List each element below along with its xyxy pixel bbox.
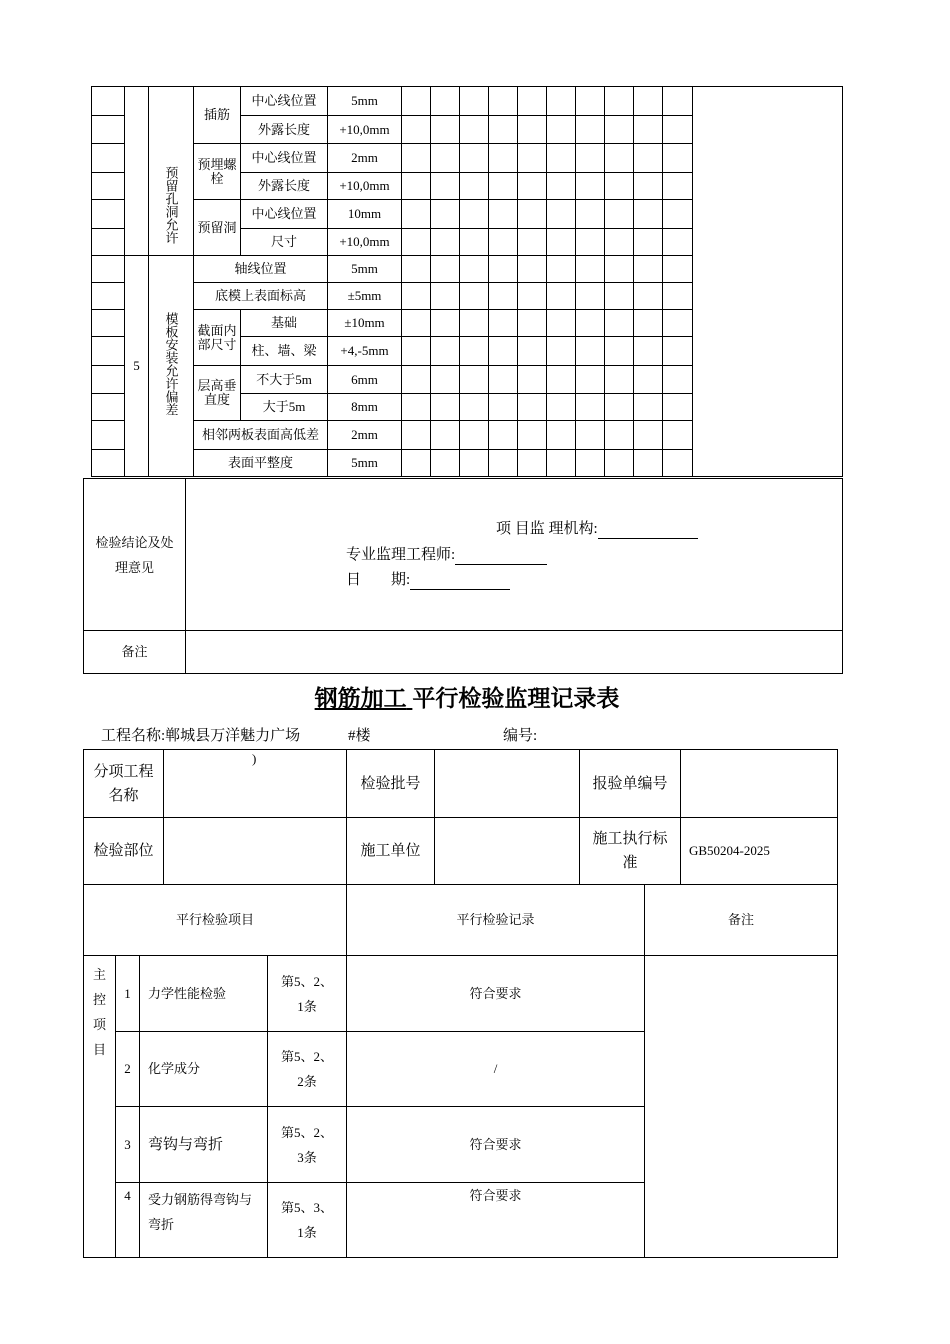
group-chajin: 插筋 xyxy=(194,87,241,144)
item-no: 2 xyxy=(116,1032,140,1107)
building-no: #楼 xyxy=(348,728,371,744)
project-name: 工程名称:郸城县万洋魅力广场 xyxy=(101,728,301,744)
item-record: 符合要求 xyxy=(347,1183,645,1258)
tolerance-cell: +4,-5mm xyxy=(328,337,402,366)
tolerance-cell: 5mm xyxy=(328,87,402,116)
engineer-label: 专业监理工程师: xyxy=(346,547,456,563)
batch-value xyxy=(435,750,580,818)
tolerance-cell: 2mm xyxy=(328,144,402,173)
group-jiemian: 截面内部尺寸 xyxy=(194,310,241,366)
item-record: 符合要求 xyxy=(347,1107,645,1183)
item-record: / xyxy=(347,1032,645,1107)
tolerance-cell: +10,0mm xyxy=(328,229,402,256)
tolerance-cell: ±5mm xyxy=(328,283,402,310)
main-control-label: 主控项目 xyxy=(84,956,116,1258)
item-clause: 第5、2、2条 xyxy=(268,1032,347,1107)
location-label: 检验部位 xyxy=(84,818,164,885)
standard-label: 施工执行标准 xyxy=(580,818,681,885)
item-cell: 大于5m xyxy=(241,394,328,421)
item-cell: 尺寸 xyxy=(241,229,328,256)
supervision-org-label: 项 目监 理机构: xyxy=(496,521,598,537)
tolerance-cell: ±10mm xyxy=(328,310,402,337)
supervision-org-blank xyxy=(598,520,698,539)
group-luoshuan: 预埋螺栓 xyxy=(194,144,241,200)
group-cenggao: 层高垂直度 xyxy=(194,366,241,421)
section5-label: 模板安装允许偏差 xyxy=(163,311,179,416)
report-value xyxy=(681,750,838,818)
item-clause: 第5、3、1条 xyxy=(268,1183,347,1258)
date-label: 日 期: xyxy=(346,572,411,588)
constructor-label: 施工单位 xyxy=(347,818,435,885)
constructor-value xyxy=(435,818,580,885)
item-no: 3 xyxy=(116,1107,140,1183)
location-value xyxy=(164,818,347,885)
inspection-table xyxy=(83,884,838,1258)
item-cell: 底模上表面标高 xyxy=(194,283,328,310)
item-name: 化学成分 xyxy=(140,1032,268,1107)
date-blank xyxy=(410,571,510,590)
batch-label: 检验批号 xyxy=(347,750,435,818)
item-clause: 第5、2、1条 xyxy=(268,956,347,1032)
item-no: 1 xyxy=(116,956,140,1032)
item-cell: 中心线位置 xyxy=(241,200,328,229)
tolerance-cell: 10mm xyxy=(328,200,402,229)
item-name: 力学性能检验 xyxy=(140,956,268,1032)
item-cell: 外露长度 xyxy=(241,116,328,144)
item-cell: 中心线位置 xyxy=(241,87,328,116)
item-cell: 不大于5m xyxy=(241,366,328,394)
paren-mark: ) xyxy=(252,751,257,766)
tolerance-cell: 6mm xyxy=(328,366,402,394)
col-items-header: 平行检验项目 xyxy=(84,885,347,956)
form-title-underlined: 钢筋加工 xyxy=(314,686,407,711)
remark-cell xyxy=(645,956,838,1258)
col-remark-header: 备注 xyxy=(645,885,838,956)
tolerance-cell: 2mm xyxy=(328,421,402,450)
tolerance-cell: +10,0mm xyxy=(328,173,402,200)
group-dong: 预留洞 xyxy=(194,200,241,256)
sub-project-value xyxy=(164,750,347,818)
engineer-blank xyxy=(455,546,547,565)
tolerance-cell: 5mm xyxy=(328,450,402,477)
item-cell: 相邻两板表面高低差 xyxy=(194,421,328,450)
item-name: 受力钢筋得弯钩与弯折 xyxy=(140,1183,268,1258)
form-header-table xyxy=(83,749,838,885)
form-title xyxy=(0,684,934,714)
item-cell: 表面平整度 xyxy=(194,450,328,477)
report-label: 报验单编号 xyxy=(580,750,681,818)
item-cell: 柱、墙、梁 xyxy=(241,337,328,366)
tolerance-cell: +10,0mm xyxy=(328,116,402,144)
sub-project-label: 分项工程名称 xyxy=(84,750,164,818)
item-record: 符合要求 xyxy=(347,956,645,1032)
number-label: 编号: xyxy=(503,728,538,744)
col-records-header: 平行检验记录 xyxy=(347,885,645,956)
tolerance-table xyxy=(91,86,843,477)
tolerance-cell: 8mm xyxy=(328,394,402,421)
item-name: 弯钩与弯折 xyxy=(140,1107,268,1183)
conclusion-label: 检验结论及处理意见 xyxy=(84,479,186,631)
form-title-rest: 平行检验监理记录表 xyxy=(412,686,620,711)
item-clause: 第5、2、3条 xyxy=(268,1107,347,1183)
item-cell: 轴线位置 xyxy=(194,256,328,283)
conclusion-table xyxy=(83,478,843,674)
item-no: 4 xyxy=(116,1183,140,1258)
section5-number: 5 xyxy=(125,256,149,477)
standard-value: GB50204-2025 xyxy=(681,818,838,885)
item-cell: 基础 xyxy=(241,310,328,337)
item-cell: 外露长度 xyxy=(241,173,328,200)
item-cell: 中心线位置 xyxy=(241,144,328,173)
section4-label: 预留孔洞允许 xyxy=(163,166,179,244)
tolerance-cell: 5mm xyxy=(328,256,402,283)
remark-label: 备注 xyxy=(84,631,186,674)
